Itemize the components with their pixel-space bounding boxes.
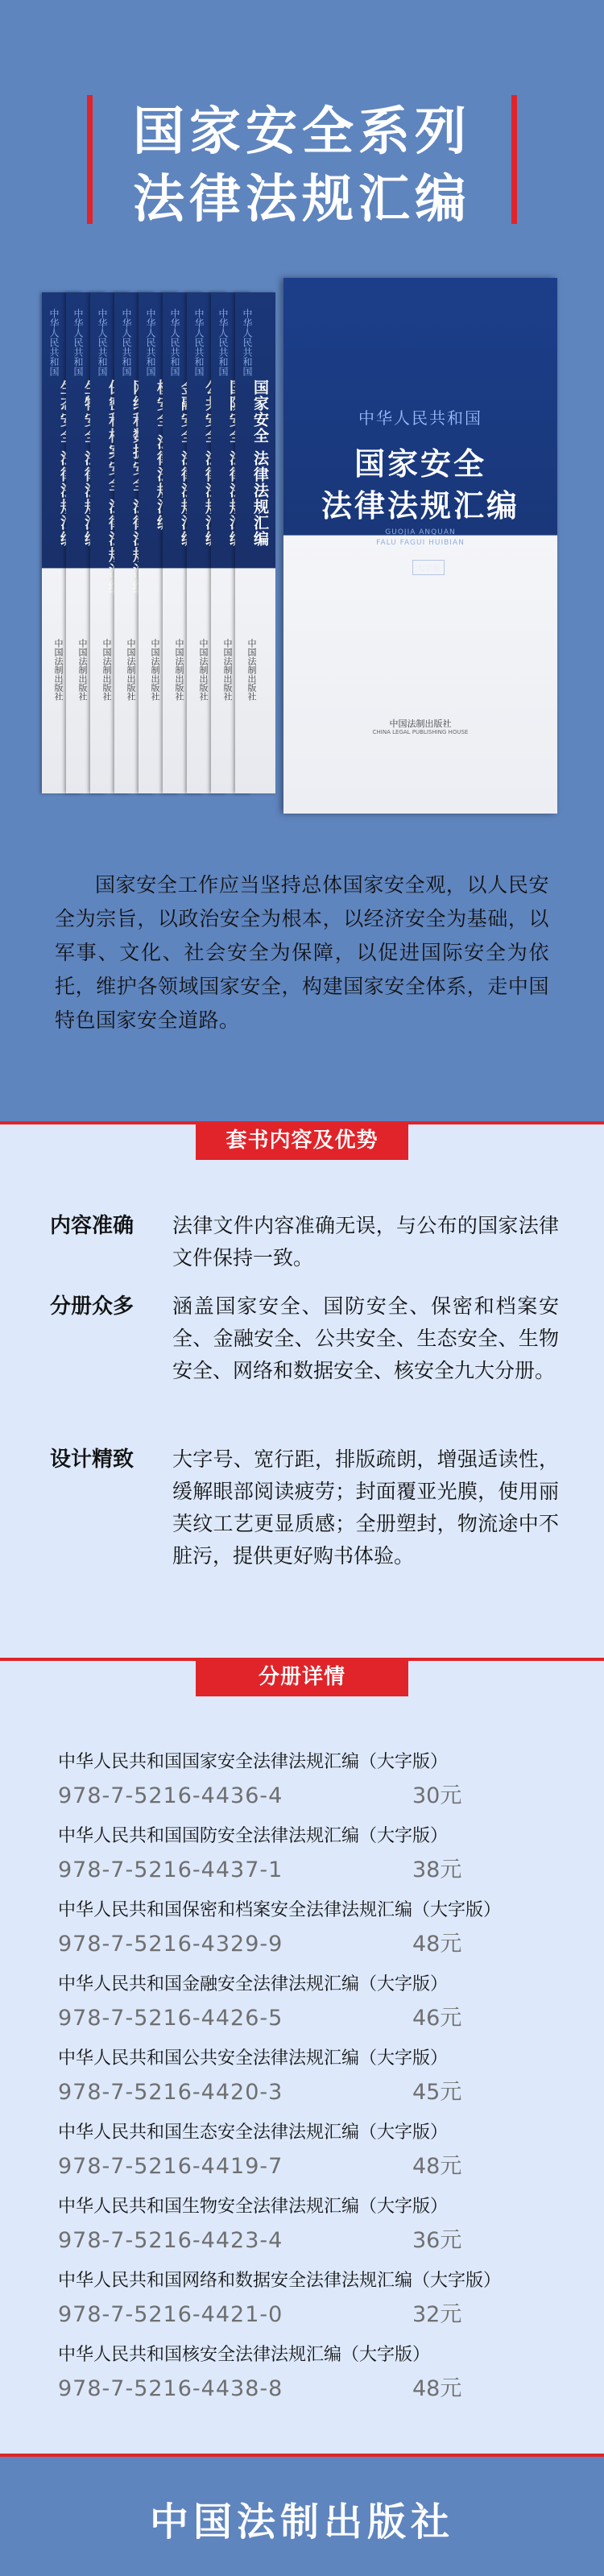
volume-price: 48元 (412, 1932, 462, 1957)
spine-country: 中华人民共和国 (48, 309, 60, 376)
series-title-block (0, 95, 604, 236)
volume-price: 30元 (412, 1783, 462, 1808)
details-section (0, 1121, 604, 2454)
spine-country: 中华人民共和国 (121, 309, 132, 376)
advantage-text: 涵盖国家安全、国防安全、保密和档案安全、金融安全、公共安全、生态安全、生物安全、网络和数据安全、核安全九大分册。 (172, 1294, 559, 1382)
footer-divider (0, 2454, 604, 2457)
publisher-footer (0, 2454, 604, 2576)
cover-publisher: 中国法制出版社 (389, 719, 452, 729)
volume-price: 46元 (412, 2006, 462, 2031)
volumes-heading: 分册详情 (196, 1658, 408, 1696)
cover-publisher-en: CHINA LEGAL PUBLISHING HOUSE (372, 729, 469, 735)
spine-country: 中华人民共和国 (242, 309, 253, 376)
spine-country: 中华人民共和国 (217, 309, 229, 376)
spine-country: 中华人民共和国 (193, 309, 205, 376)
spine-country: 中华人民共和国 (169, 309, 180, 376)
spine-publisher: 中国法制出版社 (150, 639, 160, 701)
volume-item (58, 2046, 573, 2105)
volume-name: 中华人民共和国网络和数据安全法律法规汇编（大字版） (58, 2271, 502, 2291)
spine-publisher: 中国法制出版社 (198, 639, 209, 701)
footer-publisher-name: 中国法制出版社 (149, 2499, 454, 2545)
volume-item (58, 1824, 573, 1882)
spine-country: 中华人民共和国 (145, 309, 156, 376)
volume-name: 中华人民共和国公共安全法律法规汇编（大字版） (58, 2048, 449, 2069)
spine-country: 中华人民共和国 (72, 309, 84, 376)
volume-isbn: 978-7-5216-4329-9 (58, 1932, 283, 1957)
advantage-label: 内容准确 (50, 1214, 134, 1238)
volume-isbn: 978-7-5216-4420-3 (58, 2080, 283, 2105)
volume-price: 45元 (412, 2080, 462, 2105)
volume-name: 中华人民共和国金融安全法律法规汇编（大字版） (58, 1974, 449, 1994)
volume-isbn: 978-7-5216-4437-1 (58, 1857, 283, 1882)
volume-item (58, 2268, 573, 2327)
volume-price: 48元 (412, 2154, 462, 2179)
book-set-image (42, 278, 557, 814)
volume-item (58, 2342, 573, 2401)
cover-country: 中华人民共和国 (358, 408, 482, 428)
advantage-text: 法律文件内容准确无误，与公布的国家法律文件保持一致。 (172, 1214, 559, 1269)
volume-price: 38元 (412, 1857, 462, 1882)
cover-pinyin (283, 528, 557, 549)
volume-item (58, 2194, 573, 2253)
volume-price: 48元 (412, 2376, 462, 2401)
volume-isbn: 978-7-5216-4421-0 (58, 2302, 283, 2327)
spine-title: 国家安全 法律法规汇编 (251, 379, 269, 547)
spine-publisher: 中国法制出版社 (246, 639, 257, 701)
volume-price: 36元 (412, 2228, 462, 2253)
advantage-text: 大字号、宽行距，排版疏朗，增强适读性，缓解眼部阅读疲劳；封面覆亚光膜，使用丽芙纹工艺更显质感；全册塑封，物流途中不脏污，提供更好购书体验。 (172, 1447, 559, 1568)
volume-name: 中华人民共和国国家安全法律法规汇编（大字版） (58, 1752, 449, 1772)
volume-isbn: 978-7-5216-4423-4 (58, 2228, 283, 2253)
book-front-cover (283, 278, 557, 814)
advantages-heading: 套书内容及优势 (196, 1121, 408, 1160)
spine-publisher: 中国法制出版社 (53, 639, 64, 701)
spine-publisher: 中国法制出版社 (77, 639, 88, 701)
volume-name: 中华人民共和国核安全法律法规汇编（大字版） (58, 2345, 431, 2365)
volume-name: 中华人民共和国保密和档案安全法律法规汇编（大字版） (58, 1900, 502, 1920)
volume-isbn: 978-7-5216-4436-4 (58, 1783, 283, 1808)
cover-pinyin-line1: GUOJIA ANQUAN (385, 528, 456, 536)
cover-title-line1: 国家安全 (354, 446, 486, 482)
spine-publisher: 中国法制出版社 (222, 639, 233, 701)
volume-isbn: 978-7-5216-4419-7 (58, 2154, 283, 2179)
cover-title-line2: 法律法规汇编 (321, 488, 519, 524)
volume-name: 中华人民共和国生物安全法律法规汇编（大字版） (58, 2197, 449, 2217)
book-spine (235, 292, 275, 793)
volume-item (58, 1898, 573, 1957)
advantage-label: 分册众多 (50, 1294, 134, 1319)
intro-paragraph: 国家安全工作应当坚持总体国家安全观，以人民安全为宗旨，以政治安全为根本，以经济安全为基础，以军事、文化、社会安全为保障，以促进国际安全为依托，维护各领域国家安全，构建国家安全体系，走中国特色国家安全道路。 (55, 873, 549, 1032)
spine-publisher: 中国法制出版社 (174, 639, 184, 701)
cover-edition-tag: 大字版 (412, 560, 445, 575)
cover-pinyin-line2: FALU FAGUI HUIBIAN (376, 539, 465, 547)
volume-price: 32元 (412, 2302, 462, 2327)
volume-item (58, 2120, 573, 2179)
volume-item (58, 1750, 573, 1808)
spine-publisher: 中国法制出版社 (101, 639, 112, 701)
series-title-line1: 国家安全系列 (133, 102, 471, 162)
volume-name: 中华人民共和国国防安全法律法规汇编（大字版） (58, 1826, 449, 1846)
volume-name: 中华人民共和国生态安全法律法规汇编（大字版） (58, 2123, 449, 2143)
volume-item (58, 1972, 573, 2031)
volume-isbn: 978-7-5216-4438-8 (58, 2376, 283, 2401)
spine-country: 中华人民共和国 (97, 309, 108, 376)
volume-isbn: 978-7-5216-4426-5 (58, 2006, 283, 2031)
series-title-line2: 法律法规汇编 (133, 170, 471, 230)
advantage-label: 设计精致 (50, 1447, 134, 1472)
spine-publisher: 中国法制出版社 (126, 639, 136, 701)
